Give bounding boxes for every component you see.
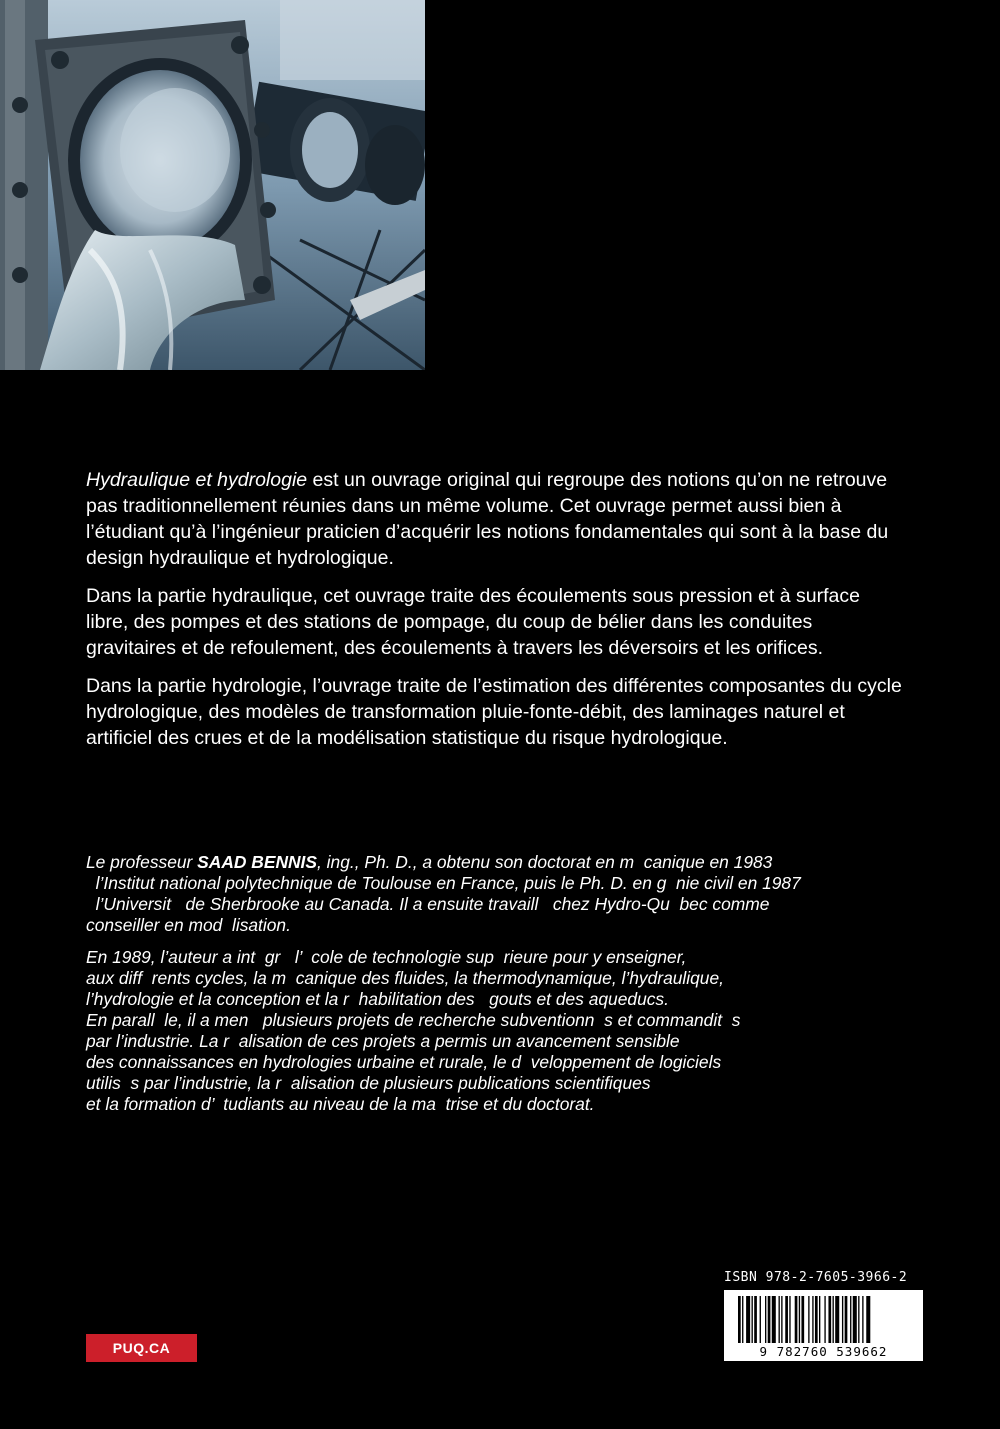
hydraulic-flume-photo-icon xyxy=(0,0,425,370)
bio-lead: Le professeur xyxy=(86,852,198,872)
intro-paragraph-1 xyxy=(86,467,906,571)
intro-paragraph-1-body: est un ouvrage original qui regroupe des notions qu’on ne retrouve pas traditionnellement réunies dans un même volume. Cet ouvrage permet aussi bien à l’étudiant qu’à l’ingénieur praticien d’acquérir les notions fondamentales qui sont à la base du design hydraulique et hydrologique. xyxy=(86,469,889,569)
bio-paragraph-1-body: , ing., Ph. D., a obtenu son doctorat en m canique en 1983 l’Institut national polytechnique de Toulouse en France, puis le Ph. D. en g nie civil en 1987 l’Universit de Sherbrooke au Canada. Il a ensuite travaill chez Hydro-Qu bec comme conseiller en mod lisation. xyxy=(86,852,801,935)
intro-paragraph-2: Dans la partie hydraulique, cet ouvrage traite des écoulements sous pression et à surface libre, des pompes et des stations de pompage, du coup de bélier dans les conduites gravitaires et de refoulement, des écoulements à travers les déversoirs et les orifices. xyxy=(86,585,860,659)
publisher-logo[interactable]: PUQ.CA xyxy=(86,1334,197,1362)
book-title: Hydraulique et hydrologie xyxy=(86,469,308,491)
cover-photo xyxy=(0,0,425,370)
barcode-number: 9 782760 539662 xyxy=(724,1343,923,1359)
bio-paragraph-2: En 1989, l’auteur a int gr l’ cole de technologie sup rieure pour y enseigner, aux diff rents cycles, la m canique des fluides, la thermodynamique, l’hydraulique, l’hydrologie et la conception et la r habilitation des gouts et des aqueducs. En parall le, il a men plusieurs projets de recherche subventionn s et commandit s par l’industrie. La r alisation de ces projets a permis un avancement sensible des connaissances en hydrologies urbaine et rurale, le d veloppement de logiciels utilis s par l’industrie, la r alisation de plusieurs publications scientifiques et la formation d’ tudiants au niveau de la ma trise et du doctorat. xyxy=(86,947,741,1114)
bio-paragraph-1 xyxy=(86,852,916,936)
barcode-icon xyxy=(724,1290,923,1361)
isbn-label: ISBN 978-2-7605-3966-2 xyxy=(724,1270,908,1285)
intro-paragraph-3: Dans la partie hydrologie, l’ouvrage traite de l’estimation des différentes composantes du cycle hydrologique, des modèles de transformation pluie-fonte-débit, des laminages naturel et artificiel des crues et de la modélisation statistique du risque hydrologique. xyxy=(86,675,902,749)
author-bio xyxy=(86,852,916,1126)
author-name: SAAD BENNIS xyxy=(197,852,317,872)
intro-text xyxy=(86,467,906,763)
